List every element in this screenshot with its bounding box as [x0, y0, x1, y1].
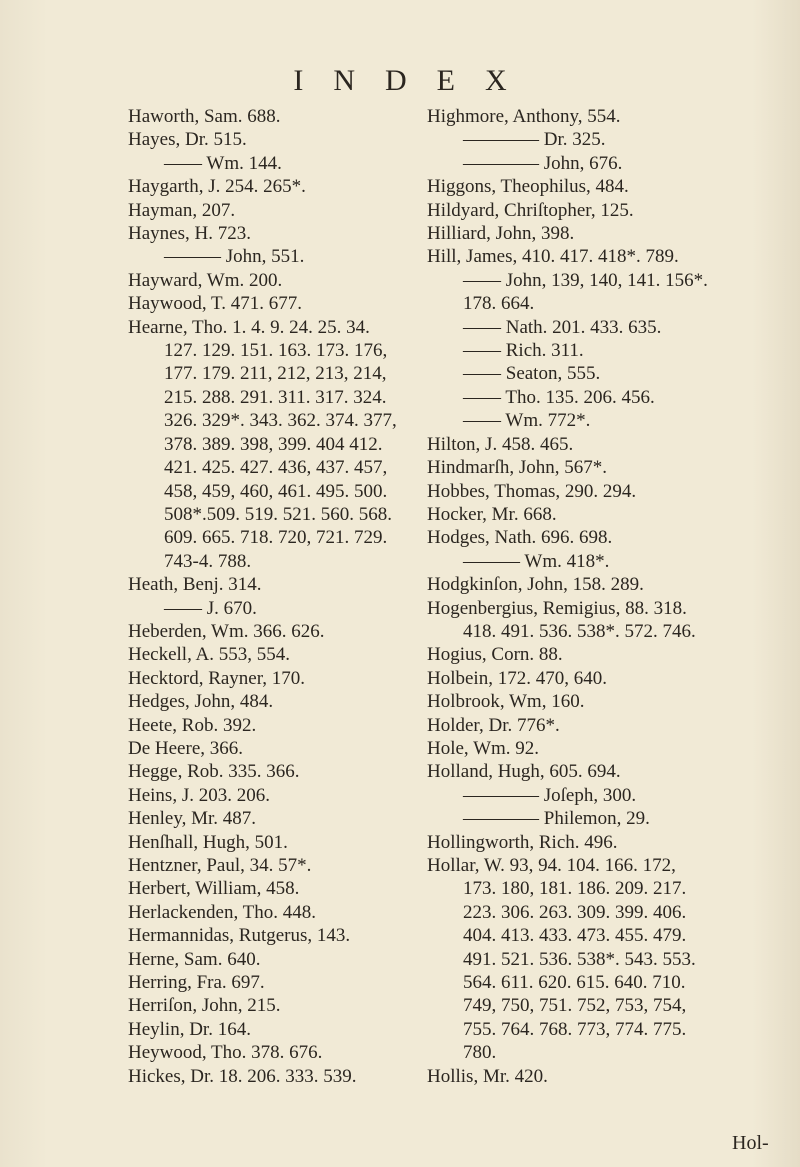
index-entry: Heberden, Wm. 366. 626. [128, 620, 325, 642]
index-entry: Henſhall, Hugh, 501. [128, 831, 288, 853]
index-entry: Hodgkinſon, John, 158. 289. [427, 574, 644, 596]
index-entry: Hayman, 207. [128, 199, 236, 221]
index-entry: Herring, Fra. 697. [128, 972, 265, 994]
index-entry: Holder, Dr. 776*. [427, 714, 560, 736]
index-entry: Herlackenden, Tho. 448. [128, 901, 317, 923]
index-entry: Hentzner, Paul, 34. 57*. [128, 855, 312, 876]
index-entry: —— Tho. 135. 206. 456. [463, 386, 655, 408]
index-entry: Hollis, Mr. 420. [427, 1065, 548, 1087]
index-entry: Hecktord, Rayner, 170. [128, 667, 306, 689]
index-entry: Heins, J. 203. 206. [128, 784, 270, 806]
index-entry: Haygarth, J. 254. 265*. [128, 176, 306, 198]
index-entry: ———— John, 676. [463, 152, 623, 174]
index-entry: Hodges, Nath. 696. 698. [427, 527, 613, 549]
page-header: INDEX [293, 64, 537, 97]
index-entry: Highmore, Anthony, 554. [427, 106, 621, 127]
index-entry: —— Rich. 311. [463, 340, 584, 362]
index-entry: Herbert, William, 458. [128, 878, 300, 900]
index-entry: ——— John, 551. [164, 246, 305, 268]
index-entry: 780. [463, 1042, 497, 1064]
index-entry: 421. 425. 427. 436, 437. 457, [164, 457, 388, 479]
index-entry: ———— Joſeph, 300. [463, 784, 637, 806]
index-entry: ———— Dr. 325. [463, 129, 606, 151]
index-entry: 749, 750, 751. 752, 753, 754, [463, 995, 687, 1017]
index-entry: —— Wm. 144. [164, 152, 282, 174]
index-entry: 564. 611. 620. 615. 640. 710. [463, 972, 686, 994]
index-entry: Haywood, T. 471. 677. [128, 293, 302, 315]
index-entry: 418. 491. 536. 538*. 572. 746. [463, 620, 696, 642]
index-entry: ———— Philemon, 29. [463, 808, 650, 830]
index-entry: Henley, Mr. 487. [128, 808, 257, 830]
index-entry: —— Seaton, 555. [463, 363, 601, 385]
index-entry: Hogius, Corn. 88. [427, 644, 563, 666]
index-entry: Hickes, Dr. 18. 206. 333. 539. [128, 1065, 357, 1087]
index-entry: Holland, Hugh, 605. 694. [427, 761, 621, 783]
index-entry: Hegge, Rob. 335. 366. [128, 761, 300, 783]
index-entry: ——— Wm. 418*. [463, 550, 610, 572]
index-entry: 173. 180, 181. 186. 209. 217. [463, 878, 687, 900]
index-entry: 743-4. 788. [164, 550, 252, 572]
index-entry: 491. 521. 536. 538*. 543. 553. [463, 948, 696, 970]
index-entry: Hindmarſh, John, 567*. [427, 457, 607, 479]
index-entry: —— J. 670. [164, 597, 257, 619]
index-entry: Hill, James, 410. 417. 418*. 789. [427, 246, 679, 268]
index-entry: 178. 664. [463, 293, 535, 315]
index-entry: 404. 413. 433. 473. 455. 479. [463, 925, 687, 947]
index-entry: Holbrook, Wm, 160. [427, 691, 585, 713]
index-entry: Hayward, Wm. 200. [128, 269, 283, 291]
index-entry: Hogenbergius, Remigius, 88. 318. [427, 597, 687, 619]
index-entry: —— John, 139, 140, 141. 156*. [463, 269, 708, 291]
index-entry: Hole, Wm. 92. [427, 737, 540, 759]
index-entry: Hildyard, Chriſtopher, 125. [427, 199, 634, 221]
index-entry: 378. 389. 398, 399. 404 412. [164, 433, 383, 455]
index-entry: Hollar, W. 93, 94. 104. 166. 172, [427, 855, 676, 876]
index-entry: 223. 306. 263. 309. 399. 406. [463, 901, 687, 923]
index-entry: 215. 288. 291. 311. 317. 324. [164, 386, 387, 408]
index-entry: Heylin, Dr. 164. [128, 1018, 251, 1040]
index-entry: Haynes, H. 723. [128, 223, 251, 245]
left-column [128, 105, 458, 1088]
index-entry: 326. 329*. 343. 362. 374. 377, [164, 410, 397, 432]
index-entry: Herriſon, John, 215. [128, 995, 281, 1017]
catchword: Hol- [732, 1132, 769, 1154]
index-entry: Hobbes, Thomas, 290. 294. [427, 480, 637, 502]
index-entry: Hermannidas, Rutgerus, 143. [128, 925, 351, 947]
index-entry: 177. 179. 211, 212, 213, 214, [164, 363, 387, 385]
index-entry: Heywood, Tho. 378. 676. [128, 1042, 323, 1064]
index-entry: —— Nath. 201. 433. 635. [463, 316, 662, 338]
index-entry: 458, 459, 460, 461. 495. 500. [164, 480, 388, 502]
index-entry: Holbein, 172. 470, 640. [427, 667, 607, 689]
index-entry: 127. 129. 151. 163. 173. 176, [164, 340, 388, 362]
index-entry: Herne, Sam. 640. [128, 948, 261, 970]
index-entry: Hocker, Mr. 668. [427, 503, 557, 525]
index-entry: Heete, Rob. 392. [128, 714, 257, 736]
index-entry: 755. 764. 768. 773, 774. 775. [463, 1018, 687, 1040]
index-entry: Haworth, Sam. 688. [128, 106, 281, 127]
index-entry: 508*.509. 519. 521. 560. 568. [164, 503, 392, 525]
index-entry: Higgons, Theophilus, 484. [427, 176, 629, 198]
index-entry: Hollingworth, Rich. 496. [427, 831, 618, 853]
index-entry: De Heere, 366. [128, 737, 244, 759]
index-entry: Hedges, John, 484. [128, 691, 274, 713]
index-entry: Heckell, A. 553, 554. [128, 644, 291, 666]
index-entry: Hearne, Tho. 1. 4. 9. 24. 25. 34. [128, 316, 370, 338]
right-column [427, 105, 772, 1088]
index-entry: 609. 665. 718. 720, 721. 729. [164, 527, 388, 549]
index-entry: Hayes, Dr. 515. [128, 129, 247, 151]
index-entry: Hilliard, John, 398. [427, 223, 575, 245]
index-entry: Hilton, J. 458. 465. [427, 433, 574, 455]
index-entry: —— Wm. 772*. [463, 410, 591, 432]
index-entry: Heath, Benj. 314. [128, 574, 262, 596]
